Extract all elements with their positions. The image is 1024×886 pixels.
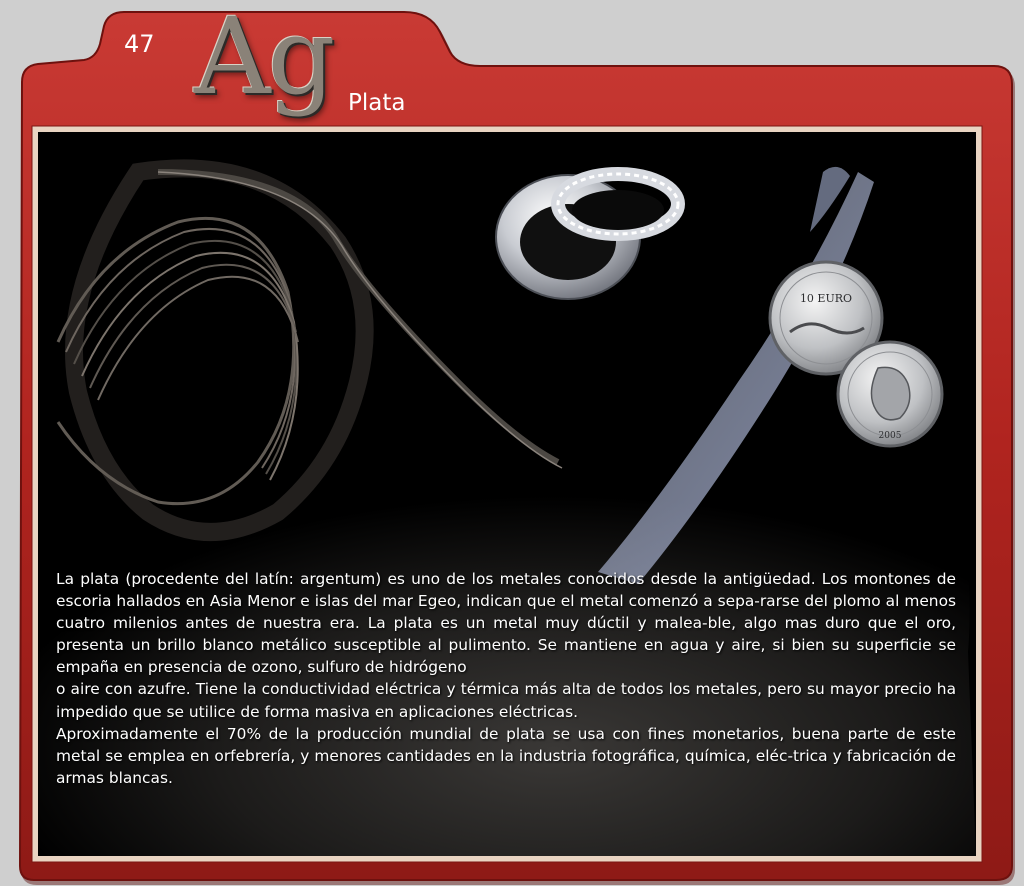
coin-back-year: 2005 — [878, 431, 902, 441]
coin-front-label: 10 EURO — [799, 292, 853, 305]
content-panel — [38, 132, 976, 856]
description-text — [56, 568, 956, 789]
description-paragraph-2: o aire con azufre. Tiene la conductividad eléctrica y térmica más alta de todos los metales, pero su mayor precio ha impedido que se utilice de forma masiva en aplicaciones eléctricas. — [56, 680, 956, 721]
element-symbol: Ag — [194, 0, 333, 118]
atomic-number: 47 — [124, 30, 155, 58]
element-name: Plata — [348, 90, 406, 116]
description-paragraph-1: La plata (procedente del latín: argentum) es uno de los metales conocidos desde la antigüedad. Los montones de escoria hallados en Asia Menor e islas del mar Egeo, indican que el metal comenzó a sepa-rarse del plomo al menos cuatro milenios antes de nuestra era. La plata es un metal muy dúctil y malea-ble, algo mas duro que el oro, presenta un brillo blanco metálico susceptible al pulimento. Se mantiene en agua y aire, si bien su superficie se empaña en presencia de ozono, sulfuro de hidrógeno — [56, 570, 956, 677]
description-paragraph-3: Aproximadamente el 70% de la producción mundial de plata se usa con fines monetarios, buena parte de este metal se emplea en orfebrería, y menores cantidades en la industria fotográfica, química, eléc-trica y fabricación de armas blancas. — [56, 724, 956, 787]
